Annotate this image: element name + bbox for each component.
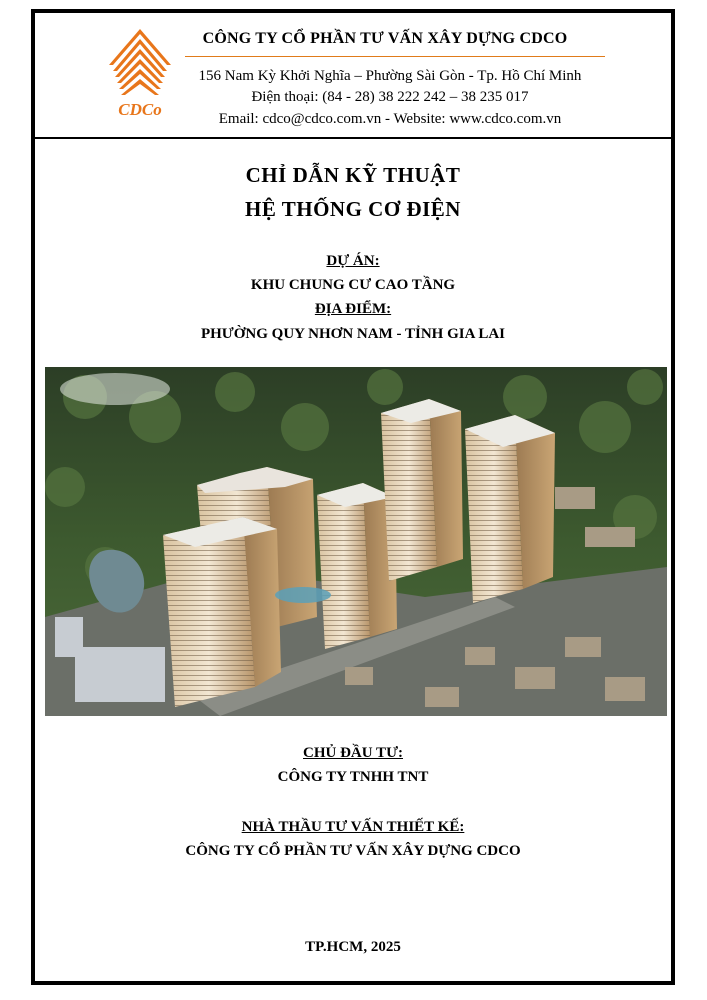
cdco-logo bbox=[107, 27, 173, 123]
project-rendering-image bbox=[45, 367, 667, 716]
consultant-label: NHÀ THẦU TƯ VẤN THIẾT KẾ: bbox=[241, 819, 465, 835]
consultant-name: CÔNG TY CỔ PHẦN TƯ VẤN XÂY DỰNG CDCO bbox=[185, 843, 521, 859]
logo-wordmark: CDCo bbox=[118, 100, 162, 119]
location-label: ĐỊA ĐIỂM: bbox=[314, 301, 392, 317]
header-accent-rule bbox=[185, 56, 605, 57]
project-label: DỰ ÁN: bbox=[326, 253, 380, 269]
place-and-year: TP.HCM, 2025 bbox=[305, 939, 401, 955]
document-title-line1: CHỈ DẪN KỸ THUẬT bbox=[245, 163, 461, 187]
document-title-line2: HỆ THỐNG CƠ ĐIỆN bbox=[245, 197, 461, 221]
company-address: 156 Nam Kỳ Khởi Nghĩa – Phường Sài Gòn - Tp. Hồ Chí Minh bbox=[198, 68, 582, 84]
header-divider bbox=[35, 137, 671, 139]
cover-page-frame bbox=[31, 9, 675, 985]
project-name: KHU CHUNG CƯ CAO TẦNG bbox=[250, 277, 456, 293]
location-name: PHƯỜNG QUY NHƠN NAM - TỈNH GIA LAI bbox=[200, 326, 506, 342]
investor-name: CÔNG TY TNHH TNT bbox=[277, 769, 429, 785]
investor-label: CHỦ ĐẦU TƯ: bbox=[303, 745, 403, 761]
company-phone: Điện thoại: (84 - 28) 38 222 242 – 38 235 017 bbox=[251, 89, 529, 105]
company-email-website: Email: cdco@cdco.com.vn - Website: www.cdco.com.vn bbox=[218, 111, 562, 127]
company-name: CÔNG TY CỔ PHẦN TƯ VẤN XÂY DỰNG CDCO bbox=[202, 30, 568, 47]
letterhead bbox=[35, 13, 671, 137]
